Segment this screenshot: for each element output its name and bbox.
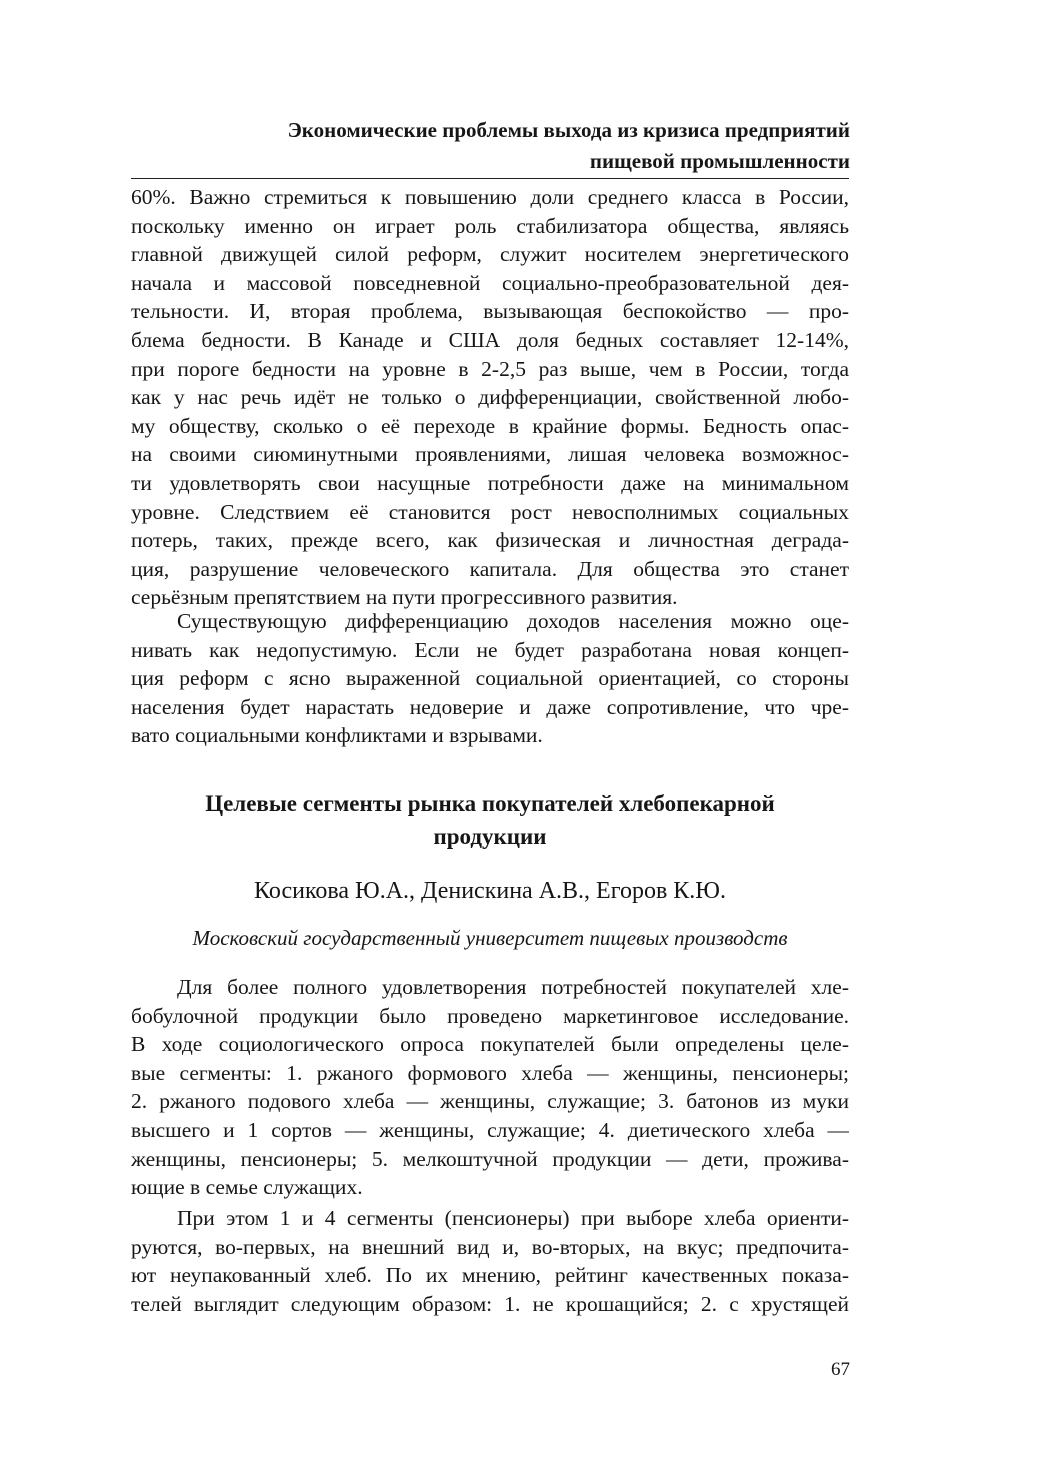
page-number: 67 bbox=[831, 1359, 850, 1380]
text-line: нивать как недопустимую. Если не будет разработана новая концеп- bbox=[131, 637, 849, 662]
text-line: главной движущей силой реформ, служит носителем энергетического bbox=[131, 242, 849, 267]
text-line: населения будет нарастать недоверие и даже сопротивление, что чре- bbox=[131, 694, 849, 719]
article-title bbox=[131, 787, 849, 853]
text-line: потерь, таких, прежде всего, как физическая и личностная деграда- bbox=[131, 528, 849, 553]
text-line: при пороге бедности на уровне в 2-2,5 раз выше, чем в России, тогда bbox=[131, 356, 849, 381]
text-line: бобулочной продукции было проведено маркетинговое исследование. bbox=[131, 1003, 849, 1028]
text-line: 2. ржаного подового хлеба — женщины, служащие; 3. батонов из муки bbox=[131, 1089, 849, 1114]
header-rule bbox=[131, 178, 849, 179]
affiliation: Московский государственный университет пищевых производств bbox=[192, 926, 788, 950]
article-title-line: продукции bbox=[433, 824, 547, 849]
text-line: В ходе социологического опроса покупателей были определены целе- bbox=[131, 1032, 849, 1057]
text-line: вато социальными конфликтами и взрывами. bbox=[131, 723, 543, 748]
text-line: тельности. И, вторая проблема, вызывающая беспокойство — про- bbox=[131, 299, 849, 324]
text-line: высшего и 1 сортов — женщины, служащие; 4. диетического хлеба — bbox=[131, 1117, 849, 1142]
text-line: ция реформ с ясно выраженной социальной ориентацией, со стороны bbox=[131, 666, 849, 691]
text-line: Для более полного удовлетворения потребностей покупателей хле- bbox=[177, 975, 849, 999]
text-line: начала и массовой повседневной социально-преобразовательной дея- bbox=[131, 270, 849, 295]
article-title-line: Целевые сегменты рынка покупателей хлебопекарной bbox=[205, 791, 775, 816]
text-line: уровне. Следствием её становится рост невосполнимых социальных bbox=[131, 499, 849, 524]
paragraph-continued bbox=[131, 183, 849, 612]
text-line: 60%. Важно стремиться к повышению доли среднего класса в России, bbox=[131, 185, 849, 209]
text-line: поскольку именно он играет роль стабилизатора общества, являясь bbox=[131, 213, 849, 238]
paragraph bbox=[131, 973, 849, 1202]
text-line: как у нас речь идёт не только о дифференциации, свойственной любо- bbox=[131, 385, 849, 410]
authors: Косикова Ю.А., Денискина А.В., Егоров К.Ю. bbox=[254, 878, 726, 904]
running-head bbox=[150, 115, 850, 177]
running-head-line: Экономические проблемы выхода из кризиса предприятий bbox=[287, 118, 850, 142]
text-line: серьёзным препятствием на пути прогрессивного развития. bbox=[131, 585, 678, 610]
text-line: При этом 1 и 4 сегменты (пенсионеры) при выборе хлеба ориенти- bbox=[177, 1206, 849, 1230]
running-head-line: пищевой промышленности bbox=[589, 149, 850, 173]
text-line: Существующую дифференциацию доходов населения можно оце- bbox=[177, 609, 849, 633]
text-line: му обществу, сколько о её переходе в крайние формы. Бедность опас- bbox=[131, 413, 849, 438]
text-line: блема бедности. В Канаде и США доля бедных составляет 12-14%, bbox=[131, 327, 849, 352]
paragraph bbox=[131, 1204, 849, 1318]
text-line: телей выглядит следующим образом: 1. не крошащийся; 2. с хрустящей bbox=[131, 1291, 849, 1316]
text-line: ющие в семье служащих. bbox=[131, 1175, 363, 1200]
paragraph bbox=[131, 607, 849, 750]
text-line: руются, во-первых, на внешний вид и, во-вторых, на вкус; предпочита- bbox=[131, 1234, 849, 1259]
text-line: вые сегменты: 1. ржаного формового хлеба — женщины, пенсионеры; bbox=[131, 1060, 849, 1085]
text-line: ют неупакованный хлеб. По их мнению, рейтинг качественных показа- bbox=[131, 1263, 849, 1288]
text-line: на своими сиюминутными проявлениями, лишая человека возможнос- bbox=[131, 442, 849, 467]
text-line: ти удовлетворять свои насущные потребности даже на минимальном bbox=[131, 470, 849, 495]
text-line: женщины, пенсионеры; 5. мелкоштучной продукции — дети, прожива- bbox=[131, 1146, 849, 1171]
text-line: ция, разрушение человеческого капитала. Для общества это станет bbox=[131, 556, 849, 581]
